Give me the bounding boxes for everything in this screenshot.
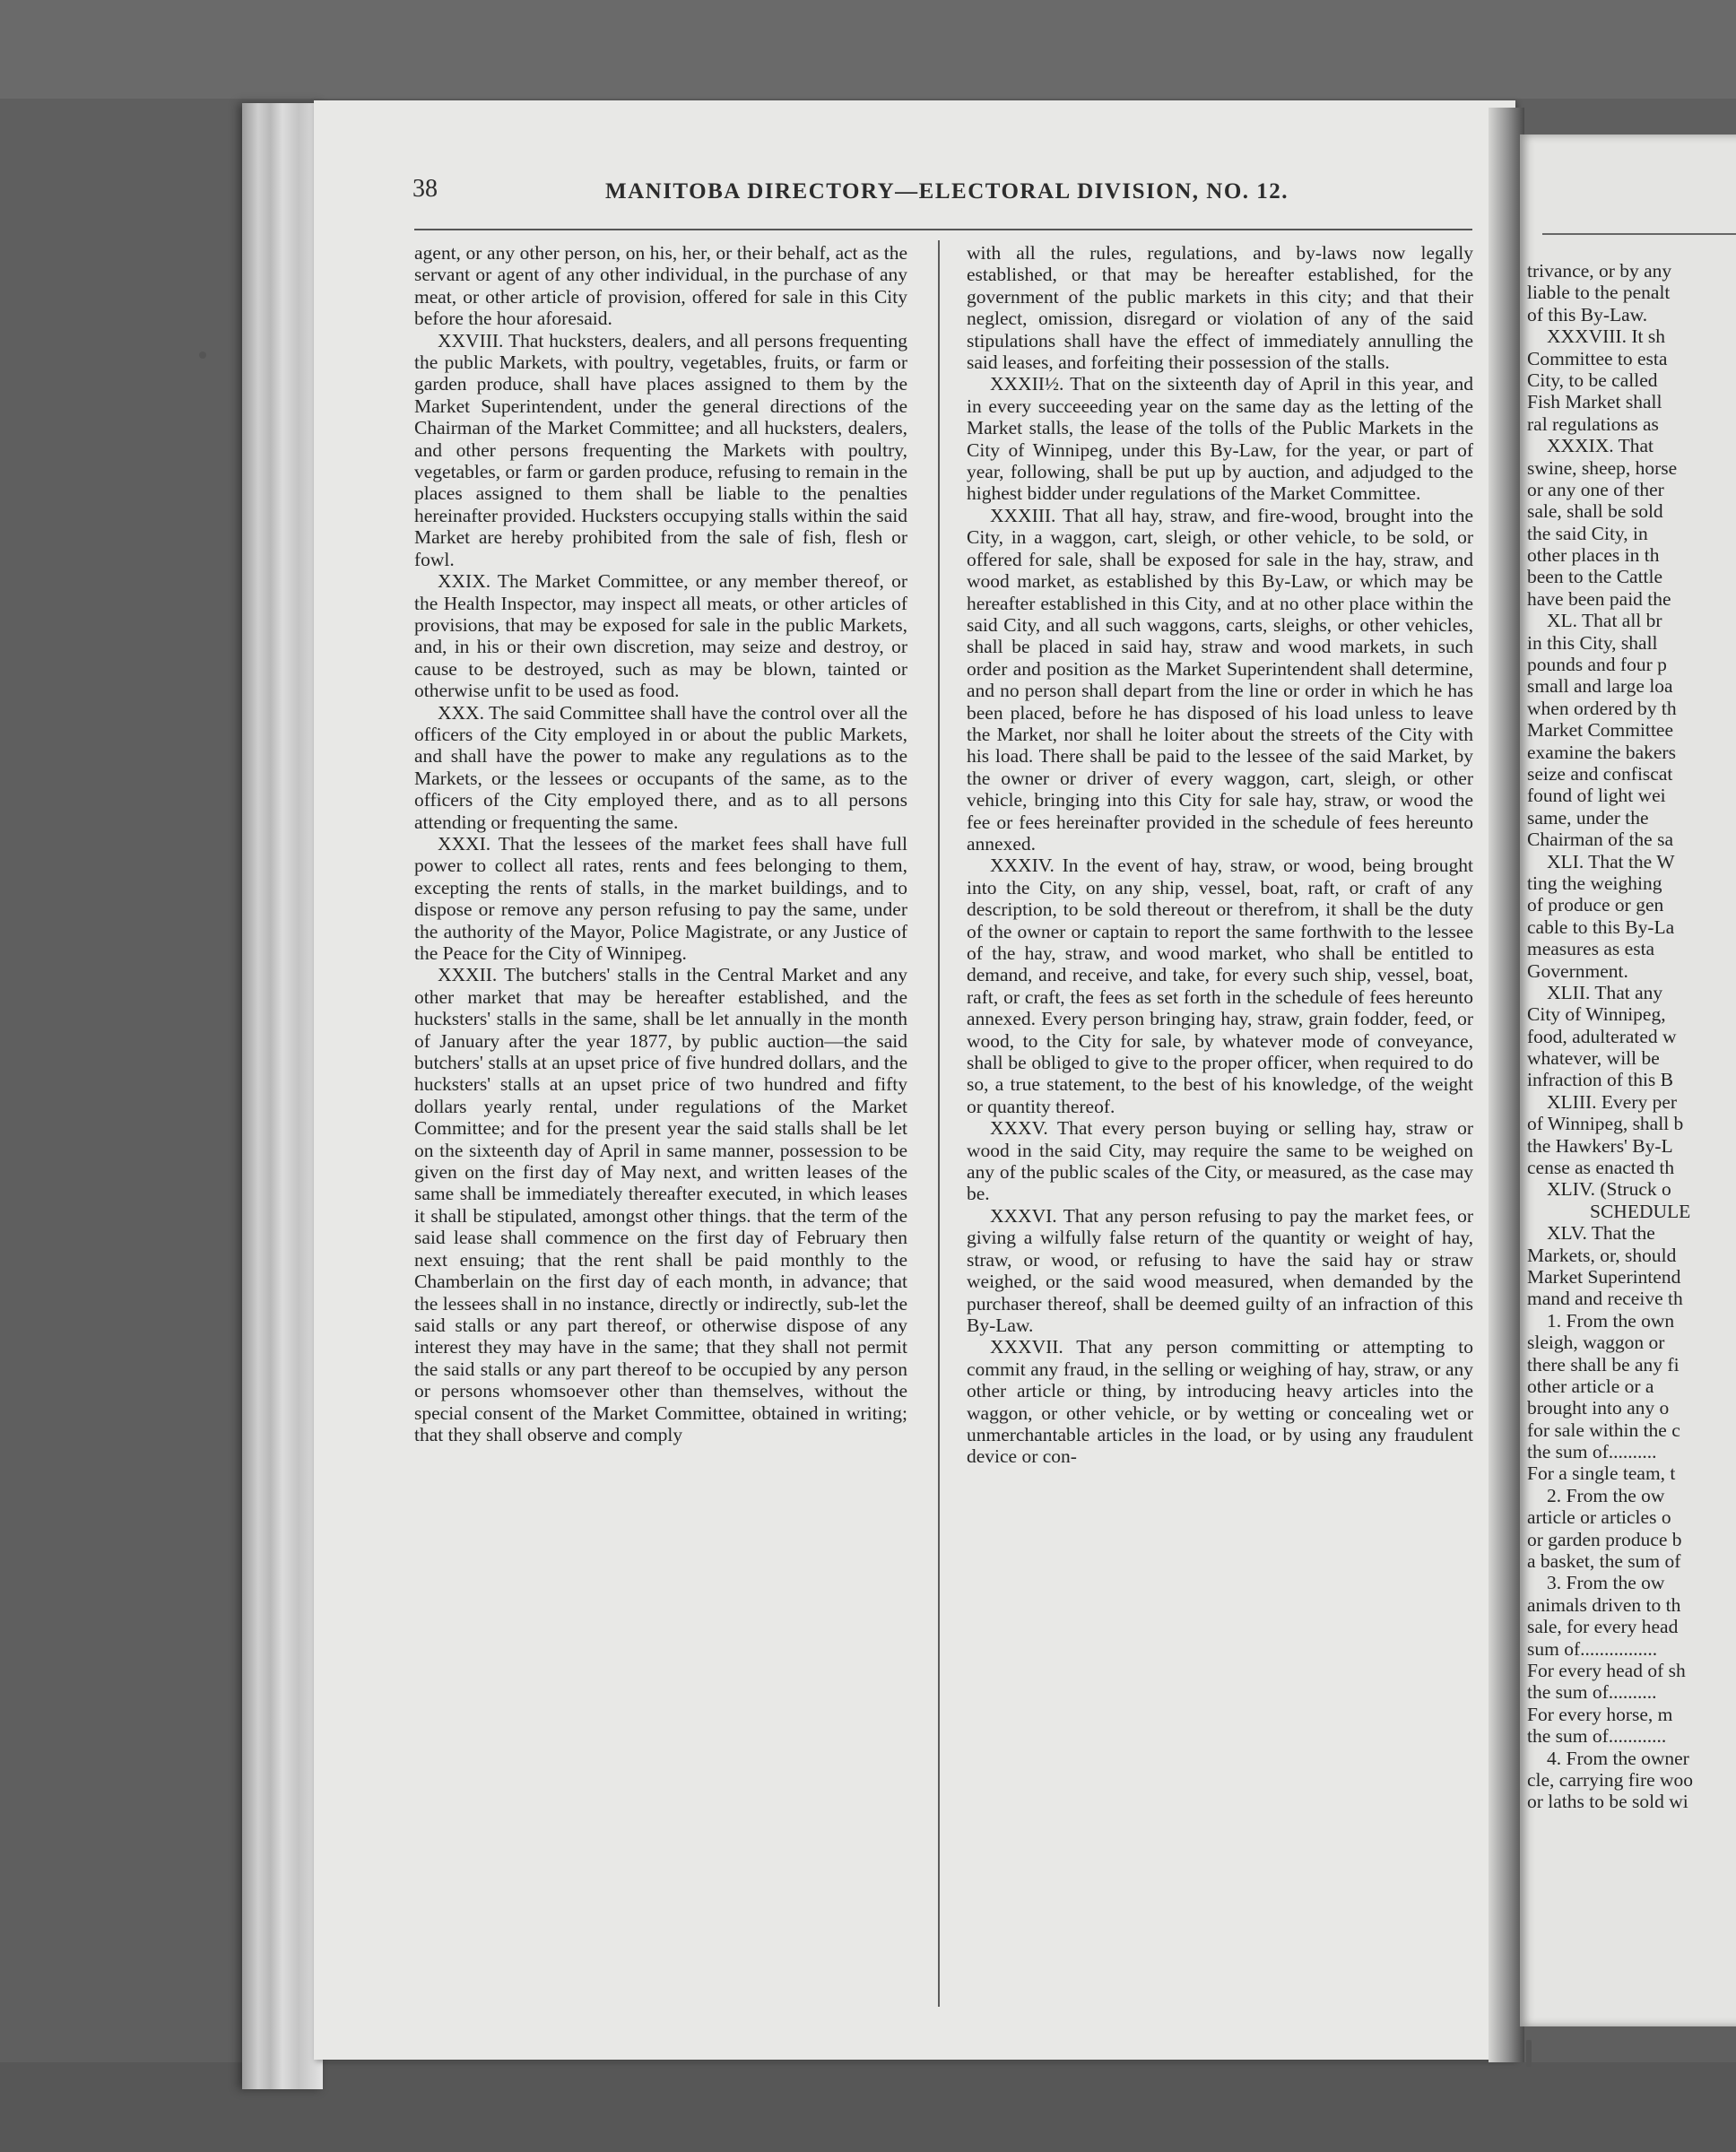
text-line: of this By-Law. (1527, 303, 1648, 325)
text-column-left (414, 242, 907, 1445)
paragraph: XXXVII. That any person committing or attempting to commit any fraud, in the selling or weighing of hay, straw, or any other article or thing, by introducing heavy articles into the waggon, or other vehicle, or by wetting or concealing wet or unmerchantable articles in the load, or by using any fraudulent device or con- (967, 1336, 1473, 1468)
column-divider (938, 240, 940, 2007)
text-line: Market Committee (1527, 719, 1674, 742)
text-line: small and large loa (1527, 675, 1673, 698)
book-gutter (1489, 108, 1524, 2062)
text-line: in this City, shall (1527, 631, 1658, 654)
running-head: MANITOBA DIRECTORY—ELECTORAL DIVISION, NO. 12. (605, 179, 1289, 204)
paragraph: XXXV. That every person buying or selling hay, straw or wood in the said City, may require the same to be weighed on any of the public scales of the City, or measured, as the case may be. (967, 1117, 1473, 1205)
text-line: sleigh, waggon or (1527, 1332, 1665, 1354)
book-page-edges (242, 103, 323, 2089)
text-line: sum of................ (1527, 1637, 1658, 1660)
page-header (412, 175, 1471, 211)
text-line: found of light wei (1527, 785, 1666, 807)
text-line: article or articles o (1527, 1506, 1671, 1529)
text-line: the sum of.......... (1527, 1681, 1657, 1704)
paragraph: with all the rules, regulations, and by-laws now legally established, or that may be hereafter established, for the government of the public markets in this city; and that their neglect, omission, disregard or violation of any of the said stipulations shall have the effect of immediately annulling the said leases, and forfeiting their possession of the stalls. (967, 242, 1473, 374)
text-line: the Hawkers' By-L (1527, 1134, 1673, 1157)
text-line: XL. That all br (1547, 610, 1662, 632)
text-line: examine the bakers (1527, 741, 1676, 763)
text-line: 3. From the ow (1547, 1572, 1665, 1594)
text-line: XLI. That the W (1547, 850, 1675, 872)
text-line: other article or a (1527, 1375, 1654, 1397)
text-line: or garden produce b (1527, 1528, 1682, 1550)
text-line: same, under the (1527, 806, 1649, 829)
text-line: the said City, in (1527, 522, 1648, 544)
text-line: City, to be called (1527, 369, 1658, 391)
facing-page-rule (1542, 233, 1736, 235)
text-line: whatever, will be (1527, 1047, 1660, 1070)
text-line: ral regulations as (1527, 412, 1659, 435)
text-line: XXXVIII. It sh (1547, 325, 1665, 348)
text-line: of produce or gen (1527, 894, 1664, 916)
text-line: the sum of.......... (1527, 1441, 1657, 1463)
text-line: XLIV. (Struck o (1547, 1178, 1671, 1201)
text-line: cense as enacted th (1527, 1157, 1675, 1179)
text-line: swine, sheep, horse (1527, 456, 1678, 479)
text-line: a basket, the sum of (1527, 1550, 1681, 1573)
text-line: XLV. That the (1547, 1222, 1655, 1245)
page-number: 38 (412, 175, 438, 203)
text-line: Fish Market shall (1527, 391, 1662, 413)
text-line: Chairman of the sa (1527, 829, 1673, 851)
text-line: cable to this By-La (1527, 915, 1675, 938)
paragraph: XXXI. That the lessees of the market fees shall have full power to collect all rates, rents and fees belonging to them, excepting the rents of stalls, in the market buildings, and to dispose or remove any person refusing to pay the same, under the authority of the Mayor, Police Magistrate, or any Justice of the Peace for the City of Winnipeg. (414, 832, 907, 964)
text-line: Market Superintend (1527, 1265, 1681, 1288)
text-line: the sum of............ (1527, 1725, 1667, 1748)
text-line: or any one of ther (1527, 478, 1664, 500)
text-line: been to the Cattle (1527, 566, 1663, 588)
text-line: For a single team, t (1527, 1462, 1676, 1485)
text-line: animals driven to th (1527, 1593, 1681, 1616)
text-line: other places in th (1527, 544, 1660, 567)
text-column-right (1527, 260, 1736, 1813)
text-line: City of Winnipeg, (1527, 1003, 1666, 1026)
scan-speck (199, 351, 206, 359)
text-line: ting the weighing (1527, 872, 1662, 894)
text-line: have been paid the (1527, 587, 1671, 610)
facing-page (1520, 134, 1736, 2026)
text-line: Markets, or, should (1527, 1244, 1677, 1266)
text-line: sale, for every head (1527, 1616, 1679, 1638)
paragraph: XXXIV. In the event of hay, straw, or wood, being brought into the City, on any ship, vessel, boat, raft, or craft of any description, to be sold thereout or therefrom, it shall be the duty of the owner or captain to report the same forthwith to the lessee of the hay, straw, and wood market, who shall be entitled to demand, and receive, and take, for every such ship, vessel, boat, raft, or craft, the fees as set forth in the schedule of fees hereunto annexed. Every person bringing hay, straw, grain fodder, feed, or wood, to the City for sale, by whatever mode of conveyance, shall be obliged to give to the proper officer, when required to do so, a true statement, to the best of his knowledge, of the weight or quantity thereof. (967, 855, 1473, 1117)
text-line: Committee to esta (1527, 347, 1668, 369)
text-line: 2. From the ow (1547, 1484, 1665, 1506)
text-line: cle, carrying fire woo (1527, 1768, 1694, 1791)
text-line: liable to the penalt (1527, 282, 1671, 304)
text-line: Government. (1527, 959, 1628, 982)
text-line: 4. From the owner (1547, 1747, 1689, 1769)
text-line: measures as esta (1527, 938, 1655, 960)
paragraph: XXXII. The butchers' stalls in the Central Market and any other market that may be hereafter established, and the hucksters' stalls in the same, shall be let annually in the month of January after the year 1877, by public auction—the said butchers' stalls at an upset price of five hundred dollars, and the hucksters' stalls at an upset price of two hundred and fifty dollars yearly rental, under regulations of the Market Committee; and for the present year the said stalls shall be let on the sixteenth day of April in same manner, possession to be given on the first day of May next, and written leases of the same shall be immediately thereafter executed, in which leases it shall be stipulated, amongst other things. that the term of the said lease shall commence on the first day of February then next ensuing; that the rent shall be paid monthly to the Chamberlain on the first day of each month, in advance; that the lessees shall in no instance, directly or indirectly, sub-let the said stalls or any part thereof, or otherwise dispose of any interest they may have in the same; that they shall not permit the said stalls or any part thereof to be occupied by any person or persons whomsoever other than themselves, without the special consent of the Market Committee, obtained in writing; that they shall observe and comply (414, 964, 907, 1445)
header-rule (414, 229, 1472, 230)
text-line: infraction of this B (1527, 1069, 1674, 1091)
paragraph: XXXII½. That on the sixteenth day of April in this year, and in every succeeeding year on the same day as the letting of the Market stalls, the lease of the tolls of the Public Markets in the City of Winnipeg, under this By-Law, for the year, or part of year, following, shall be put up by auction, and adjudged to the highest bidder under regulations of the Market Committee. (967, 373, 1473, 505)
paragraph: XXXIII. That all hay, straw, and fire-wood, brought into the City, in a waggon, cart, sleigh, or other vehicle, to be sold, or offered for sale, shall be exposed for sale in the hay, straw, and wood market, as established by this By-Law, or which may be hereafter established in this City, and at no other place within the said City, and all such waggons, carts, sleighs, or other vehicles, shall be placed in said hay, straw and wood markets, in such order and position as the Market Superintendent shall determine, and no person shall depart from the line or order in which he has been placed, before he has disposed of his load unless to leave the Market, nor shall he loiter about the streets of the City with his load. There shall be paid to the lessee of the said Market, by the owner or driver of every waggon, cart, sleigh, or other vehicle, bringing into this City for sale hay, straw, or wood the fee or fees hereinafter provided in the schedule of fees hereunto annexed. (967, 504, 1473, 855)
paragraph: XXVIII. That hucksters, dealers, and all persons frequenting the public Markets, with poultry, vegetables, fruits, or farm or garden produce, shall have places assigned to them by the Market Superintendent, under the general directions of the Chairman of the Market Committee; and all hucksters, dealers, and other persons frequenting the Markets with poultry, vegetables, or farm or garden produce, refusing to remain in the places assigned to them shall be liable to the penalties hereinafter provided. Hucksters occupying stalls within the said Market are hereby prohibited from the sale of fish, flesh or fowl. (414, 329, 907, 570)
text-line: mand and receive th (1527, 1288, 1683, 1310)
text-line: or laths to be sold wi (1527, 1791, 1688, 1813)
text-line: 1. From the own (1547, 1309, 1675, 1332)
text-column-middle (967, 242, 1473, 1468)
text-line: XXXIX. That (1547, 435, 1654, 457)
text-line: sale, shall be sold (1527, 500, 1663, 523)
scan-speck (1526, 2040, 1532, 2067)
paragraph: agent, or any other person, on his, her, or their behalf, act as the servant or agent of any other individual, in the purchase of any meat, or other article of provision, offered for sale in this City before the hour aforesaid. (414, 242, 907, 330)
text-line: trivance, or by any (1527, 260, 1672, 282)
scan-background-top (0, 0, 1736, 99)
text-line: for sale within the c (1527, 1419, 1680, 1441)
text-line: pounds and four p (1527, 654, 1667, 676)
paragraph: XXIX. The Market Committee, or any member thereof, or the Health Inspector, may inspect all meats, or other articles of provisions, that may be exposed for sale in the public Markets, and, in his or their own discretion, may seize and destroy, or cause to be destroyed, such as may be blown, tainted or otherwise unfit to be used as food. (414, 570, 907, 702)
text-line: there shall be any fi (1527, 1353, 1680, 1375)
schedule-heading: SCHEDULE (1590, 1200, 1691, 1222)
text-line: when ordered by th (1527, 697, 1677, 719)
paragraph: XXXVI. That any person refusing to pay the market fees, or giving a wilfully false return of the quantity or weight of hay, straw, or wood, or refusing to have the said hay or straw weighed, or the said wood measured, when demanded by the purchaser thereof, shall be deemed guilty of an infraction of this By-Law. (967, 1204, 1473, 1336)
text-line: XLIII. Every per (1547, 1090, 1678, 1113)
paragraph: XXX. The said Committee shall have the control over all the officers of the City employed in or about the public Markets, and shall have the power to make any regulations as to the Markets, or the lessees or occupants of the same, as to the officers of the City employed there, and as to all persons attending or frequenting the same. (414, 701, 907, 833)
text-line: seize and confiscat (1527, 762, 1673, 785)
text-line: For every head of sh (1527, 1660, 1686, 1681)
text-line: food, adulterated w (1527, 1025, 1677, 1047)
text-line: of Winnipeg, shall b (1527, 1113, 1684, 1135)
text-line: For every horse, m (1527, 1703, 1673, 1725)
text-line: XLII. That any (1547, 981, 1663, 1003)
text-line: brought into any o (1527, 1397, 1670, 1419)
